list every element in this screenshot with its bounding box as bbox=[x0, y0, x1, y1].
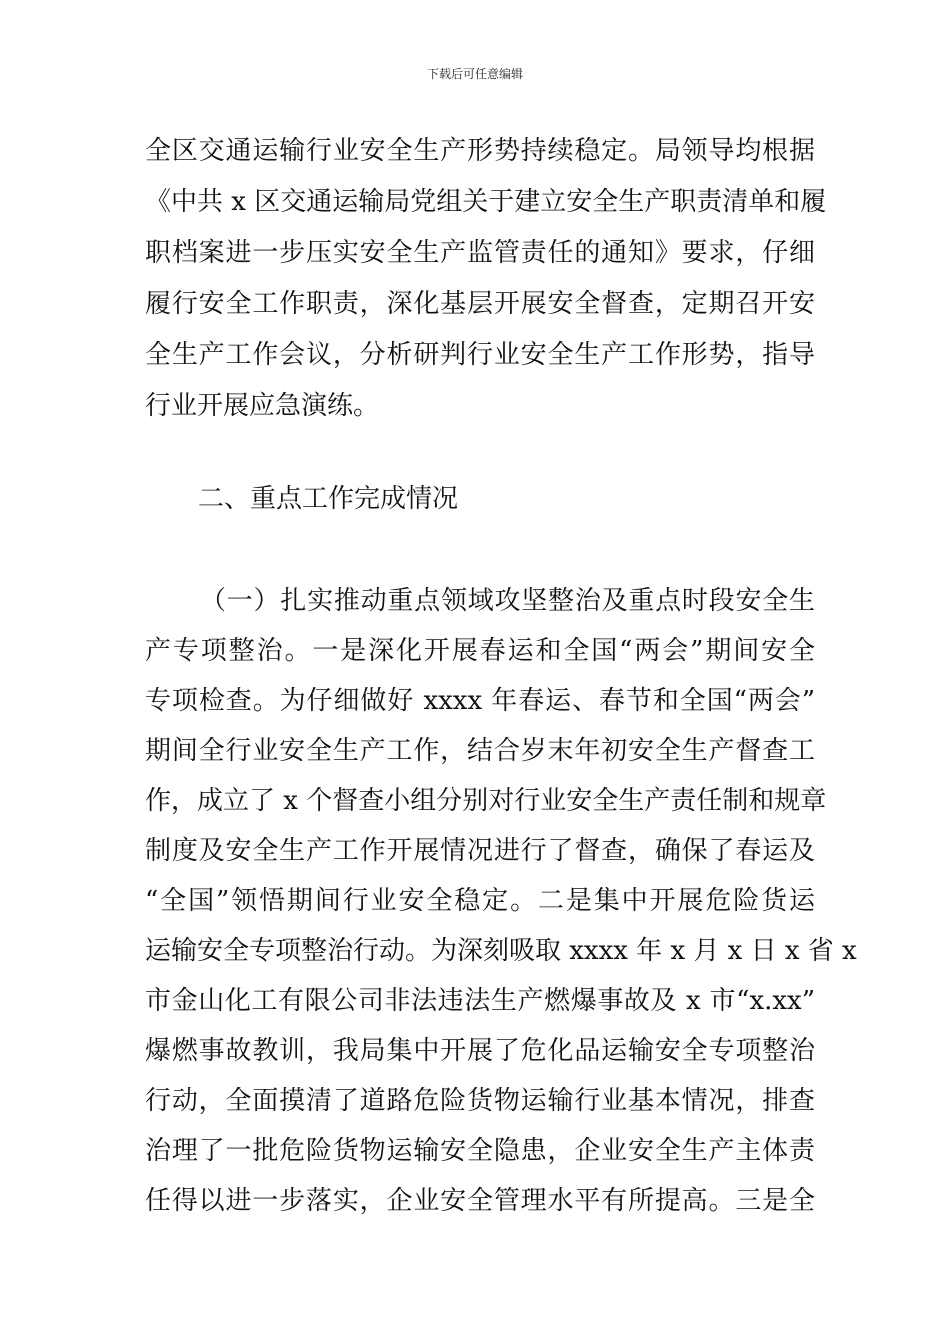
text-line: 爆燃事故教训，我局集中开展了危化品运输安全专项整治 bbox=[145, 1036, 815, 1066]
text-line: 作，成立了 x 个督查小组分别对行业安全生产责任制和规章 bbox=[145, 786, 827, 816]
text-line: 运输安全专项整治行动。为深刻吸取 xxxx 年 x 月 x 日 x 省 x bbox=[145, 936, 857, 966]
text-line: 专项检查。为仔细做好 xxxx 年春运、春节和全国“两会” bbox=[145, 686, 815, 716]
text-line: 期间全行业安全生产工作，结合岁末年初安全生产督查工 bbox=[145, 736, 815, 766]
text-line: （一）扎实推动重点领域攻坚整治及重点时段安全生 bbox=[200, 586, 815, 616]
text-line: 全生产工作会议，分析研判行业安全生产工作形势，指导 bbox=[145, 340, 815, 370]
text-line: 治理了一批危险货物运输安全隐患，企业安全生产主体责 bbox=[145, 1136, 815, 1166]
text-line: 产专项整治。一是深化开展春运和全国“两会”期间安全 bbox=[145, 636, 815, 666]
text-line: 履行安全工作职责，深化基层开展安全督查，定期召开安 bbox=[145, 289, 815, 319]
text-line: 行动，全面摸清了道路危险货物运输行业基本情况，排查 bbox=[145, 1086, 815, 1116]
text-line: 市金山化工有限公司非法违法生产燃爆事故及 x 市“x.xx” bbox=[145, 986, 815, 1016]
text-line: 全区交通运输行业安全生产形势持续稳定。局领导均根据 bbox=[145, 136, 815, 166]
text-line: 职档案进一步压实安全生产监管责任的通知》要求，仔细 bbox=[145, 238, 815, 268]
section-heading: 二、重点工作完成情况 bbox=[198, 484, 459, 514]
text-line: 《中共 x 区交通运输局党组关于建立安全生产职责清单和履 bbox=[145, 187, 827, 217]
text-line: 任得以进一步落实，企业安全管理水平有所提高。三是全 bbox=[145, 1186, 815, 1216]
text-line: “全国”领悟期间行业安全稳定。二是集中开展危险货运 bbox=[145, 886, 815, 916]
text-line: 行业开展应急演练。 bbox=[145, 391, 380, 421]
text-line: 制度及安全生产工作开展情况进行了督查，确保了春运及 bbox=[145, 836, 815, 866]
page-header: 下载后可任意编辑 bbox=[426, 67, 523, 81]
